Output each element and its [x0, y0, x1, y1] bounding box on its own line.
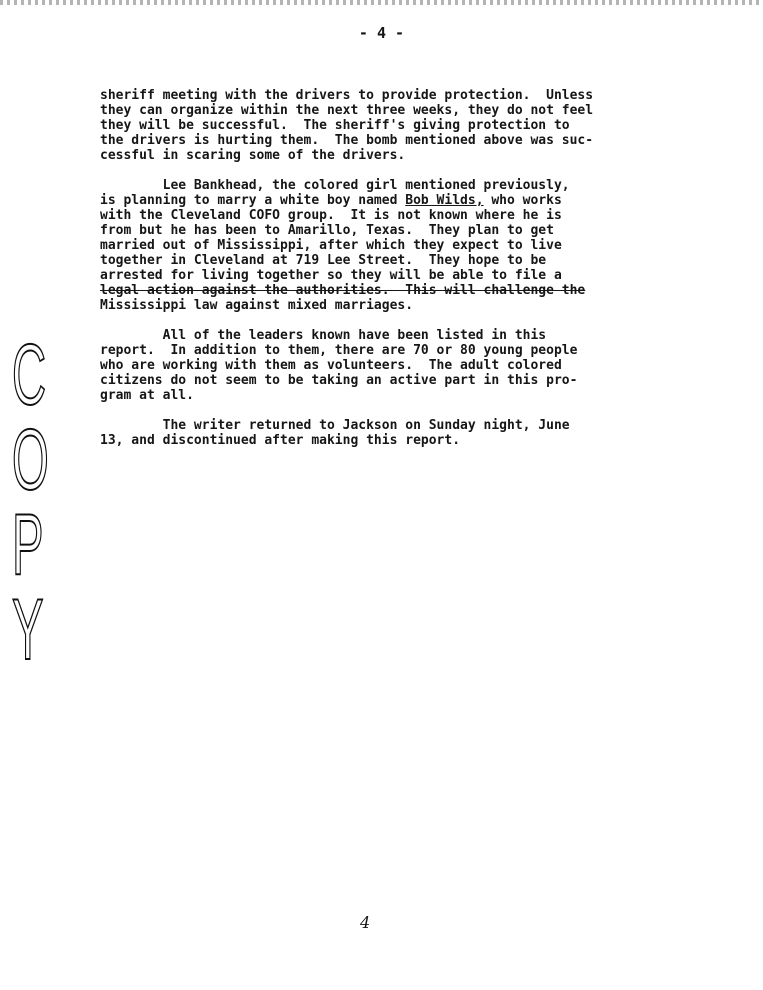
- copy-stamp-letter: P: [12, 497, 44, 593]
- text-line: cessful in scaring some of the drivers.: [100, 148, 406, 163]
- paragraph-3: [100, 328, 665, 403]
- text-line: they can organize within the next three weeks, they do not feel: [100, 103, 594, 118]
- text-line: citizens do not seem to be taking an active part in this pro-: [100, 373, 578, 388]
- text-line: All of the leaders known have been listed in this: [100, 328, 547, 343]
- struck-text-line: legal action against the authorities. This will challenge the: [100, 283, 586, 298]
- text-line: The writer returned to Jackson on Sunday night, June: [100, 418, 570, 433]
- text-line: who are working with them as volunteers. The adult colored: [100, 358, 562, 373]
- paragraph-1: [100, 88, 665, 163]
- text-line: report. In addition to them, there are 70 or 80 young people: [100, 343, 578, 358]
- text-line: they will be successful. The sheriff's giving protection to: [100, 118, 570, 133]
- paragraph-4: [100, 418, 665, 448]
- paragraph-2: [100, 178, 665, 313]
- scan-edge-noise: [0, 0, 763, 5]
- text-line: married out of Mississippi, after which they expect to live: [100, 238, 562, 253]
- text-line: Mississippi law against mixed marriages.: [100, 298, 414, 313]
- text-line: the drivers is hurting them. The bomb mentioned above was suc-: [100, 133, 594, 148]
- text-line: 13, and discontinued after making this report.: [100, 433, 461, 448]
- handwritten-page-mark: 4: [360, 913, 371, 932]
- text-segment: who works: [483, 193, 562, 208]
- text-line: Lee Bankhead, the colored girl mentioned previously,: [100, 178, 570, 193]
- text-line: arrested for living together so they will be able to file a: [100, 268, 562, 283]
- copy-stamp-letter: C: [12, 327, 47, 423]
- text-line: together in Cleveland at 719 Lee Street. They hope to be: [100, 253, 547, 268]
- text-line: sheriff meeting with the drivers to provide protection. Unless: [100, 88, 594, 103]
- text-line: with the Cleveland COFO group. It is not known where he is: [100, 208, 562, 223]
- text-segment: is planning to marry a white boy named: [100, 193, 406, 208]
- text-line: gram at all.: [100, 388, 194, 403]
- text-line-with-name: [100, 193, 665, 208]
- copy-stamp-letter: O: [12, 412, 49, 508]
- text-line: from but he has been to Amarillo, Texas. They plan to get: [100, 223, 554, 238]
- copy-stamp: [12, 327, 60, 678]
- underlined-name: Bob Wilds,: [405, 193, 484, 208]
- page-number: - 4 -: [358, 24, 405, 42]
- copy-stamp-letter: Y: [12, 582, 44, 678]
